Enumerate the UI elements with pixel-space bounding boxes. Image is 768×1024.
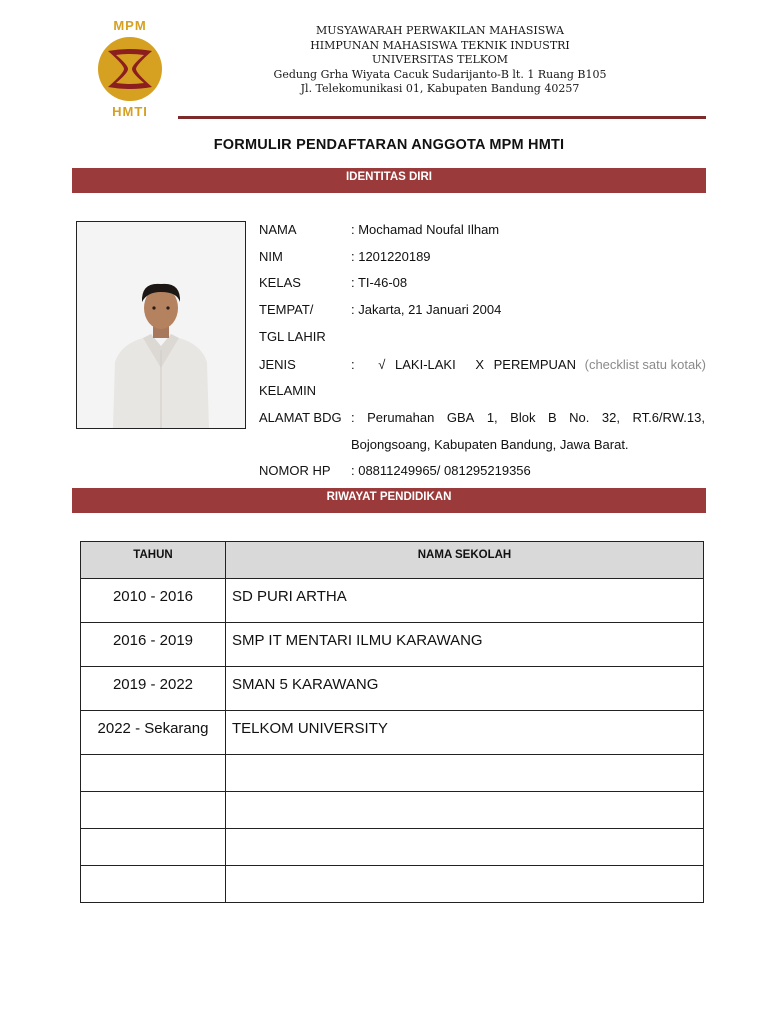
cell-sekolah: SMAN 5 KARAWANG	[226, 667, 704, 711]
checkmark-icon: √	[378, 357, 386, 372]
org-line-3: UNIVERSITAS TELKOM	[372, 53, 508, 67]
alamat-word: GBA	[446, 410, 475, 425]
empty-cell	[226, 755, 704, 792]
label-jenis: JENIS	[259, 357, 296, 372]
alamat-word: No.	[569, 410, 590, 425]
label-nomor-hp: NOMOR HP	[259, 463, 331, 478]
value-alamat-line-2: Bojongsoang, Kabupaten Bandung, Jawa Barat.	[351, 437, 629, 452]
cell-sekolah: SD PURI ARTHA	[226, 579, 704, 623]
applicant-portrait-image	[77, 222, 245, 428]
org-line-2: HIMPUNAN MAHASISWA TEKNIK INDUSTRI	[310, 38, 570, 52]
empty-cell	[81, 866, 226, 903]
value-jenis-kelamin	[351, 357, 706, 372]
value-nomor-hp: : 08811249965/ 081295219356	[351, 463, 531, 478]
cell-tahun: 2010 - 2016	[81, 579, 226, 623]
jenis-hint: (checklist satu kotak)	[584, 357, 706, 372]
label-tgl-lahir: TGL LAHIR	[259, 329, 326, 344]
cell-sekolah: TELKOM UNIVERSITY	[226, 711, 704, 755]
logo-top-text: MPM	[113, 18, 147, 33]
alamat-word: RT.6/RW.13,	[632, 410, 705, 425]
header-nama-sekolah: NAMA SEKOLAH	[226, 542, 704, 579]
label-tempat: TEMPAT/	[259, 302, 314, 317]
empty-cell	[226, 792, 704, 829]
table-row	[81, 579, 704, 623]
cell-tahun: 2019 - 2022	[81, 667, 226, 711]
org-address-building: Gedung Grha Wiyata Cacuk Sudarijanto-B lt. 1 Ruang B105	[273, 67, 607, 81]
education-history-table	[80, 541, 704, 903]
value-nim: : 1201220189	[351, 249, 431, 264]
mpm-hmti-logo	[92, 18, 168, 122]
value-alamat-line-1	[351, 410, 705, 425]
alamat-word: 32,	[601, 410, 620, 425]
section-identitas-diri: IDENTITAS DIRI	[72, 168, 706, 193]
alamat-word: Perumahan	[367, 410, 435, 425]
alamat-word: Blok	[510, 410, 536, 425]
empty-cell	[81, 829, 226, 866]
label-nim: NIM	[259, 249, 283, 264]
cell-sekolah: SMP IT MENTARI ILMU KARAWANG	[226, 623, 704, 667]
label-kelas: KELAS	[259, 275, 301, 290]
section-riwayat-pendidikan: RIWAYAT PENDIDIKAN	[72, 488, 706, 513]
empty-table-row	[81, 792, 704, 829]
alamat-word: 1,	[486, 410, 498, 425]
option-perempuan: PEREMPUAN	[493, 357, 576, 372]
label-alamat-bdg: ALAMAT BDG	[259, 410, 342, 425]
empty-cell	[226, 829, 704, 866]
empty-cell	[81, 755, 226, 792]
table-row	[81, 711, 704, 755]
org-line-1: MUSYAWARAH PERWAKILAN MAHASISWA	[316, 24, 564, 37]
table-row	[81, 667, 704, 711]
alamat-word: :	[351, 410, 355, 425]
alamat-word: B	[547, 410, 557, 425]
logo-bottom-text: HMTI	[112, 104, 148, 119]
value-nama: : Mochamad Noufal Ilham	[351, 222, 500, 237]
option-laki-laki: LAKI-LAKI	[395, 357, 456, 372]
cell-tahun: 2016 - 2019	[81, 623, 226, 667]
empty-cell	[81, 792, 226, 829]
organization-header	[250, 24, 630, 97]
cross-mark-icon: X	[475, 357, 485, 372]
org-address-street: Jl. Telekomunikasi 01, Kabupaten Bandung 40257	[300, 82, 580, 96]
label-kelamin: KELAMIN	[259, 383, 317, 398]
empty-cell	[226, 866, 704, 903]
empty-table-row	[81, 866, 704, 903]
table-header-row	[81, 542, 704, 579]
jenis-colon: :	[351, 357, 355, 372]
value-tempat-tgl-lahir: : Jakarta, 21 Januari 2004	[351, 302, 502, 317]
hourglass-emblem-icon	[96, 35, 164, 103]
label-nama: NAMA	[259, 222, 297, 237]
cell-tahun: 2022 - Sekarang	[81, 711, 226, 755]
form-title: FORMULIR PENDAFTARAN ANGGOTA MPM HMTI	[213, 137, 565, 153]
empty-table-row	[81, 829, 704, 866]
table-row	[81, 623, 704, 667]
header-divider	[178, 116, 706, 119]
empty-table-row	[81, 755, 704, 792]
header-tahun: TAHUN	[81, 542, 226, 579]
value-kelas: : TI-46-08	[351, 275, 408, 290]
applicant-photo	[76, 221, 246, 429]
